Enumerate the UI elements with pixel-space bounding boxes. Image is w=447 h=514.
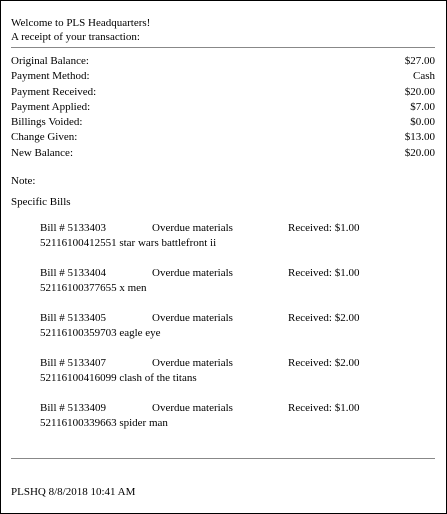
bill-item: 52116100359703 eagle eye (40, 327, 161, 339)
bill-item: 52116100377655 x men (40, 282, 147, 294)
bill-list (40, 221, 370, 446)
bill-type: Overdue materials (152, 267, 233, 279)
summary-label: Payment Method: (11, 70, 90, 83)
summary-value: $0.00 (410, 116, 435, 129)
bill-number: Bill # 5133407 (40, 357, 107, 369)
summary-label: New Balance: (11, 146, 73, 159)
bill-number: Bill # 5133409 (40, 402, 107, 414)
top-divider (11, 47, 435, 48)
summary-value: $13.00 (404, 131, 435, 144)
bill-number: Bill # 5133405 (40, 312, 107, 324)
summary-row (11, 100, 435, 115)
summary-row (11, 130, 435, 145)
bill-entry (40, 356, 370, 401)
bill-received: Received: $1.00 (288, 402, 360, 414)
summary-value: $20.00 (404, 146, 435, 159)
bill-entry (40, 401, 370, 446)
bill-received: Received: $2.00 (288, 312, 360, 324)
bill-item: 52116100412551 star wars battlefront ii (40, 237, 217, 249)
summary-label: Original Balance: (11, 55, 89, 67)
summary-value: $7.00 (410, 100, 435, 113)
summary-row (11, 146, 435, 161)
summary-table (11, 54, 435, 161)
receipt-header (11, 16, 150, 44)
bottom-divider (11, 458, 435, 459)
bill-entry (40, 221, 370, 266)
bill-type: Overdue materials (152, 402, 233, 414)
summary-label: Billings Voided: (11, 116, 83, 129)
bill-entry (40, 266, 370, 311)
receipt-subtitle: A receipt of your transaction: (11, 31, 140, 43)
summary-row (11, 115, 435, 130)
note-label: Note: (11, 175, 36, 187)
bill-number: Bill # 5133403 (40, 222, 107, 234)
bill-type: Overdue materials (152, 357, 233, 369)
welcome-text: Welcome to PLS Headquarters! (11, 17, 151, 29)
summary-value: $27.00 (404, 55, 435, 67)
summary-label: Payment Received: (11, 85, 97, 98)
summary-row (11, 54, 435, 69)
summary-row (11, 85, 435, 100)
summary-label: Payment Applied: (11, 100, 91, 113)
bill-number: Bill # 5133404 (40, 267, 107, 279)
specific-bills-heading: Specific Bills (11, 196, 71, 208)
receipt-footer: PLSHQ 8/8/2018 10:41 AM (11, 486, 136, 498)
bill-item: 52116100416099 clash of the titans (40, 372, 197, 384)
bill-entry (40, 311, 370, 356)
summary-row (11, 69, 435, 84)
summary-label: Change Given: (11, 131, 78, 144)
bill-received: Received: $2.00 (288, 357, 360, 369)
summary-value: Cash (413, 70, 435, 83)
bill-item: 52116100339663 spider man (40, 417, 168, 429)
bill-type: Overdue materials (152, 312, 233, 324)
bill-received: Received: $1.00 (288, 267, 360, 279)
summary-value: $20.00 (404, 85, 435, 98)
bill-type: Overdue materials (152, 222, 233, 234)
bill-received: Received: $1.00 (288, 222, 360, 234)
